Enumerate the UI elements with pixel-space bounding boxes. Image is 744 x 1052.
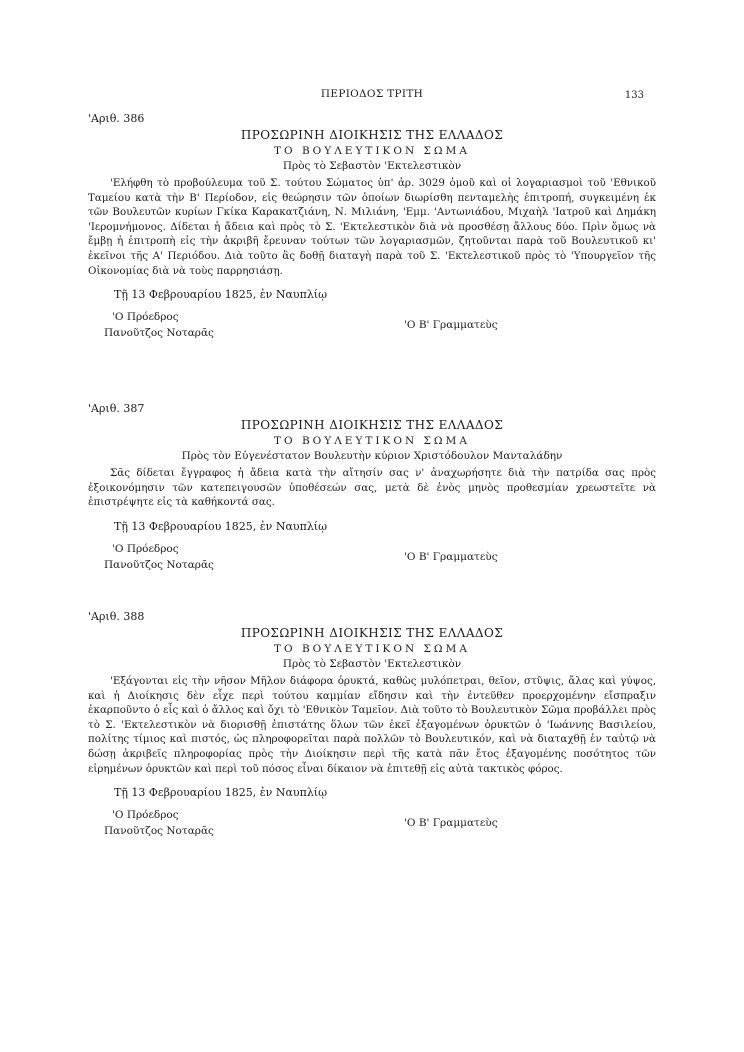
president-signature (104, 807, 214, 839)
document-text: 'Εξάγονται εἰς τὴν νῆσον Μῆλον διάφορα ὀρυκτά, καθὼς μυλόπετραι, θεῖον, στῦψις, ἄλας καὶ γύψος, καὶ ἡ Διοίκησις δὲν εἶχε περὶ τούτου καμμίαν εἴδησιν καὶ τὴν ἐντεῦθεν προερχομένην εἴσπραξιν ἐκαρποῦντο ὁ εἷς καὶ ὁ ἄλλος καὶ ὄχι τὸ 'Εθνικὸν Ταμεῖον. Διὰ τοῦτο τὸ Βουλευτικὸν Σῶμα προβάλλει πρὸς τὸ Σ. 'Εκτελεστικὸν νὰ διορισθῇ ἐπιστάτης ὅλων τῶν ἐκεῖ ἐξαγομένων ὀρυκτῶν ὁ 'Ιωάννης Βασιλείου, πολίτης τίμιος καὶ πιστός, ὡς πληροφορεῖται παρὰ πολλῶν τὸ Βουλευτικόν, καὶ νὰ διαταχθῇ ἐν ταὐτῷ νὰ δώσῃ ἀκριβεῖς πληροφορίας πρὸς τὴν Διοίκησιν περὶ τῆς κατὰ πᾶν ἔτος ἐξαγομένης ποσότητος τῶν εἰρημένων ὀρυκτῶν καὶ περὶ τοῦ πόσος εἶναι δίκαιον νὰ ἐπιτεθῇ εἰς αὐτὰ τακτικὸς φόρος. (88, 675, 656, 775)
signature-block (88, 309, 656, 345)
signature-block (88, 807, 656, 843)
page-number: 133 (624, 90, 644, 101)
president-name: Πανοῦτζος Νοταρᾶς (104, 825, 214, 838)
document-heading: ΠΡΟΣΩΡΙΝΗ ΔΙΟΙΚΗΣΙΣ ΤΗΣ ΕΛΛΑΔΟΣ (240, 418, 504, 432)
secretary-signature: 'Ο Β' Γραμματεὺς (404, 550, 498, 563)
document-recipient: Πρὸς τὸ Σεβαστὸν 'Εκτελεστικὸν (282, 160, 462, 172)
document-387 (88, 402, 656, 577)
document-heading: ΠΡΟΣΩΡΙΝΗ ΔΙΟΙΚΗΣΙΣ ΤΗΣ ΕΛΛΑΔΟΣ (240, 626, 504, 640)
document-recipient: Πρὸς τὸ Σεβαστὸν 'Εκτελεστικὸν (282, 658, 462, 670)
document-text: 'Ελήφθη τὸ προβούλευμα τοῦ Σ. τούτου Σώματος ὑπ' ἀρ. 3029 ὁμοῦ καὶ οἱ λογαριασμοὶ τοῦ 'Εθνικοῦ Ταμείου κατὰ τὴν Β' Περίοδον, εἰς θεώρησιν τῶν ὁποίων διωρίσθη πενταμελὴς ἐπιτροπή, συγκειμένη ἐκ τῶν Βουλευτῶν κυρίων Γκίκα Καρακατζιάνη, Ν. Μιλιάνη, 'Εμμ. 'Αντωνιάδου, Μιχαὴλ 'Ιατροῦ καὶ Δημάκη 'Ιερομνήμονος. Δίδεται ἡ ἄδεια καὶ πρὸς τὸ Σ. 'Εκτελεστικὸν διὰ νὰ προσθέσῃ ἄλλους δύο. Πρὶν ὅμως νὰ ἔμβῃ ἡ ἐπιτροπὴ εἰς τὴν ἀκριβῆ ἔρευναν τούτων τῶν λογαριασμῶν, ζητοῦνται παρὰ τοῦ Βουλευτικοῦ κι' ἐκεῖνοι τῆς Α' Περιόδου. Διὰ τοῦτο ἂς δοθῇ διαταγὴ παρὰ τοῦ Σ. 'Εκτελεστικοῦ πρὸς τὸ 'Υπουργεῖον τῆς Οἰκονομίας διὰ νὰ τοὺς παρρησιάσῃ. (88, 177, 656, 277)
issuing-body: ΤΟ ΒΟΥΛΕΥΤΙΚΟΝ ΣΩΜΑ (274, 435, 470, 447)
document-date: Τῇ 13 Φεβρουαρίου 1825, ἐν Ναυπλίῳ (114, 519, 328, 533)
signature-block (88, 541, 656, 577)
document-date: Τῇ 13 Φεβρουαρίου 1825, ἐν Ναυπλίῳ (114, 288, 328, 302)
president-signature (104, 541, 214, 573)
running-title: ΠΕΡΙΟΔΟΣ ΤΡΙΤΗ (320, 88, 424, 100)
issuing-body: ΤΟ ΒΟΥΛΕΥΤΙΚΟΝ ΣΩΜΑ (274, 643, 470, 655)
document-388 (88, 610, 656, 843)
president-role: 'Ο Πρόεδρος (112, 809, 179, 822)
document-number: 'Αριθ. 388 (88, 610, 145, 623)
secretary-signature: 'Ο Β' Γραμματεὺς (404, 319, 498, 332)
document-recipient: Πρὸς τὸν Εὐγενέστατον Βουλευτὴν κύριον Χριστόδουλον Μανταλάδην (181, 450, 563, 462)
president-name: Πανοῦτζος Νοταρᾶς (104, 327, 214, 340)
document-heading: ΠΡΟΣΩΡΙΝΗ ΔΙΟΙΚΗΣΙΣ ΤΗΣ ΕΛΛΑΔΟΣ (240, 128, 504, 142)
document-number: 'Αριθ. 387 (88, 402, 145, 415)
document-386 (88, 112, 656, 345)
issuing-body: ΤΟ ΒΟΥΛΕΥΤΙΚΟΝ ΣΩΜΑ (274, 145, 470, 157)
page-header (0, 88, 744, 104)
document-text: Σᾶς δίδεται ἔγγραφος ἡ ἄδεια κατὰ τὴν αἴτησίν σας ν' ἀναχωρήσητε διὰ τὴν πατρίδα σας πρὸς ἐξοικονόμησιν τῶν κατεπειγουσῶν ὑποθέσεών σας, μετὰ δὲ ἑνὸς μηνὸς προθεσμίαν χρεωστεῖτε νὰ ἐπιστρέψητε εἰς τὰ καθήκοντά σας. (88, 467, 656, 509)
document-date: Τῇ 13 Φεβρουαρίου 1825, ἐν Ναυπλίῳ (114, 786, 328, 800)
president-signature (104, 309, 214, 341)
president-name: Πανοῦτζος Νοταρᾶς (104, 558, 214, 571)
document-number: 'Αριθ. 386 (88, 112, 145, 125)
secretary-signature: 'Ο Β' Γραμματεὺς (404, 817, 498, 830)
president-role: 'Ο Πρόεδρος (112, 542, 179, 555)
president-role: 'Ο Πρόεδρος (112, 311, 179, 324)
